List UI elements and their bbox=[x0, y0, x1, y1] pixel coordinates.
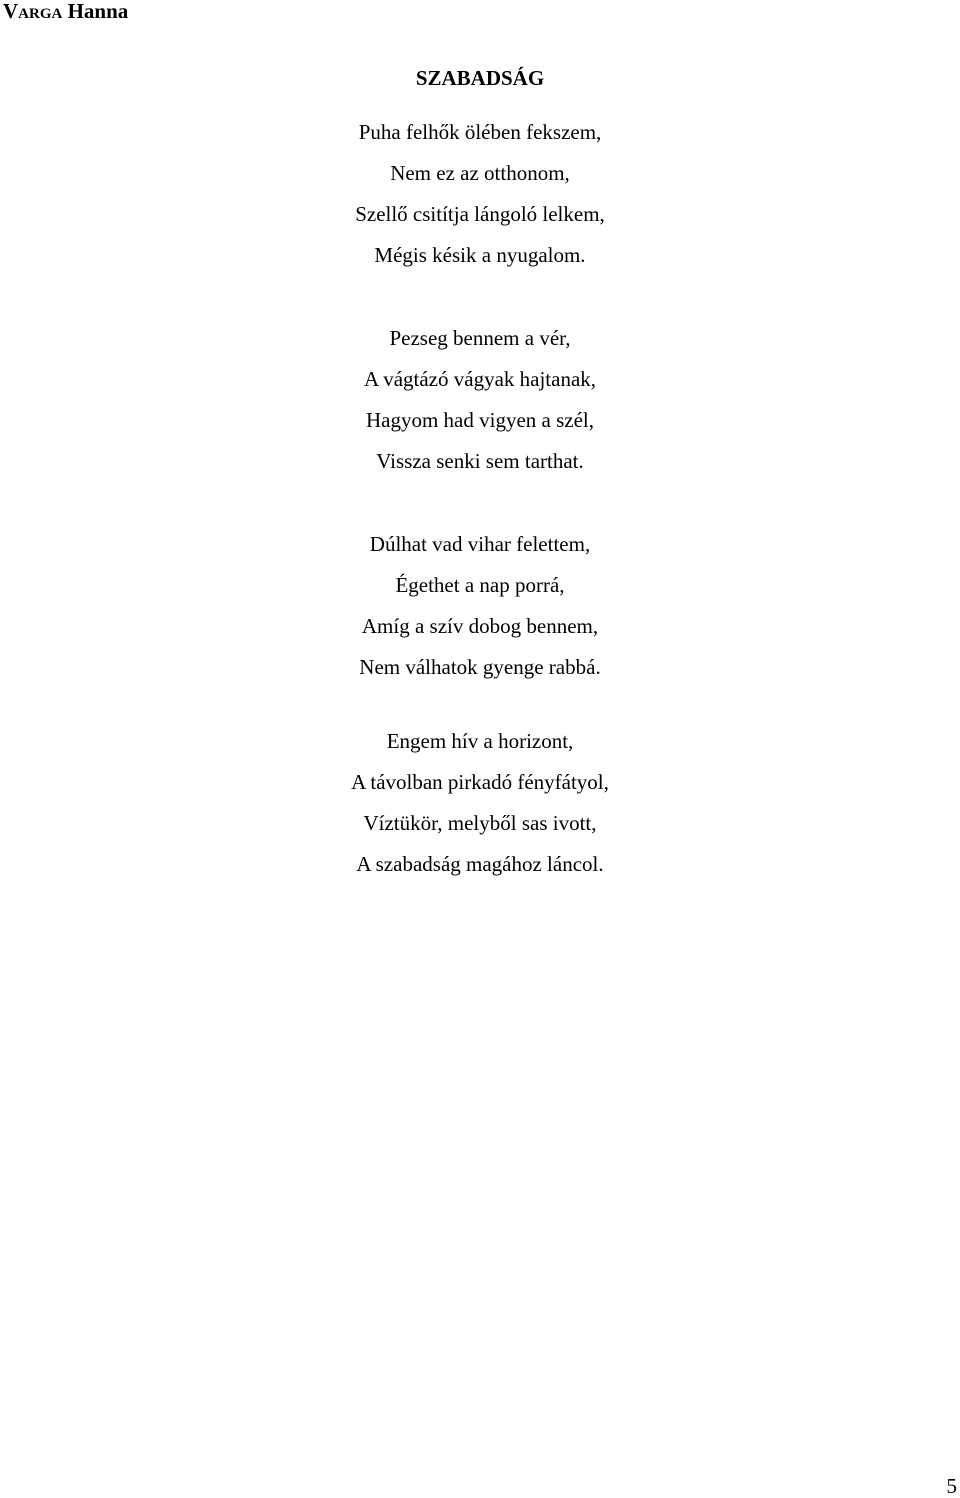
poem-line: Vissza senki sem tarthat. bbox=[376, 449, 584, 473]
poem-line: Mégis késik a nyugalom. bbox=[374, 243, 586, 267]
poem-line: Víztükör, melyből sas ivott, bbox=[363, 811, 597, 835]
poem-line: A szabadság magához láncol. bbox=[356, 852, 604, 876]
poem-line: Szellő csitítja lángoló lelkem, bbox=[355, 202, 605, 226]
author-first-name: Varga bbox=[3, 0, 63, 23]
poem-line: Amíg a szív dobog bennem, bbox=[361, 614, 599, 638]
author-last-name: Hanna bbox=[67, 0, 129, 23]
poem-line: Nem ez az otthonom, bbox=[390, 161, 570, 185]
running-header-author bbox=[3, 0, 128, 23]
poem-line: Engem hív a horizont, bbox=[386, 729, 574, 753]
poem-line: A vágtázó vágyak hajtanak, bbox=[363, 367, 597, 391]
poem-line: A távolban pirkadó fényfátyol, bbox=[351, 770, 609, 794]
poem-line: Hagyom had vigyen a szél, bbox=[365, 408, 595, 432]
page-number: 5 bbox=[946, 1474, 957, 1498]
poem-line: Égethet a nap porrá, bbox=[395, 573, 565, 597]
stanza-1 bbox=[0, 112, 960, 276]
stanza-3 bbox=[0, 524, 960, 688]
poem-title: SZABADSÁG bbox=[415, 66, 545, 90]
stanza-4 bbox=[0, 721, 960, 885]
poem-line: Dúlhat vad vihar felettem, bbox=[369, 532, 591, 556]
poem-line: Nem válhatok gyenge rabbá. bbox=[359, 655, 601, 679]
poem-line: Puha felhők ölében fekszem, bbox=[358, 120, 602, 144]
stanza-2 bbox=[0, 318, 960, 482]
poem-line: Pezseg bennem a vér, bbox=[389, 326, 571, 350]
